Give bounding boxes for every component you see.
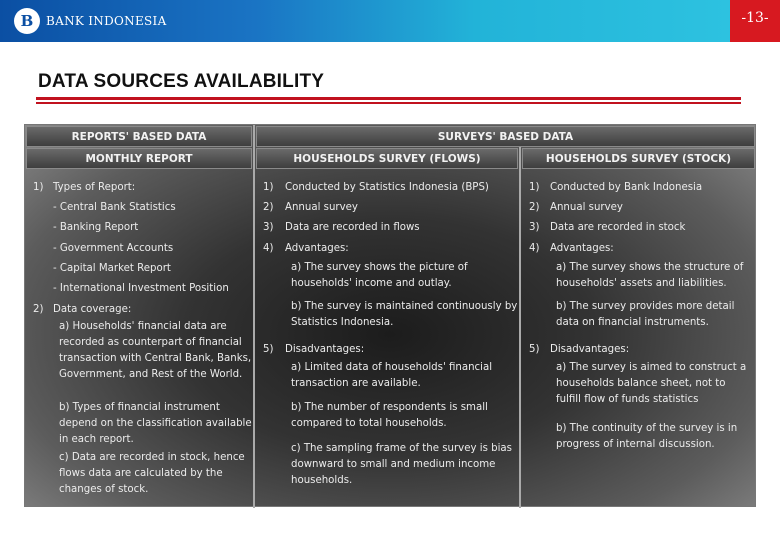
flows-dis-line: a) Limited data of households' financial xyxy=(291,362,493,373)
item-number: 4) xyxy=(529,243,540,254)
reports-header: REPORTS' BASED DATA xyxy=(26,126,252,147)
stock-adv-line: b) The survey provides more detail xyxy=(556,301,735,312)
item-number: 5) xyxy=(529,344,540,355)
brand-name: BANK INDONESIA xyxy=(46,14,167,28)
report-item: - International Investment Position xyxy=(53,283,229,294)
coverage-b-line: depend on the classification available xyxy=(59,418,252,429)
item-number: 2) xyxy=(529,202,540,213)
stock-dis-line: fulfill flow of funds statistics xyxy=(556,394,699,405)
flows-survey-header: HOUSEHOLDS SURVEY (FLOWS) xyxy=(256,148,518,169)
item-number: 3) xyxy=(529,222,540,233)
item-number: 2) xyxy=(263,202,274,213)
flows-adv-line: b) The survey is maintained continuously by xyxy=(291,301,518,312)
brand-logo xyxy=(14,8,167,34)
flows-item: Conducted by Statistics Indonesia (BPS) xyxy=(285,182,489,193)
stock-item: Annual survey xyxy=(550,202,623,213)
stock-adv-line: data on financial instruments. xyxy=(556,317,709,328)
item-number: 5) xyxy=(263,344,274,355)
stock-item: Data are recorded in stock xyxy=(550,222,686,233)
coverage-b-line: in each report. xyxy=(59,434,134,445)
data-coverage: Data coverage: xyxy=(53,304,132,315)
coverage-a-line: a) Households' financial data are xyxy=(59,321,227,332)
types-of-report: Types of Report: xyxy=(53,182,136,193)
report-item: - Capital Market Report xyxy=(53,263,171,274)
stock-dis-line: progress of internal discussion. xyxy=(556,439,715,450)
coverage-a-line: Government, and Rest of the World. xyxy=(59,369,243,380)
coverage-b-line: b) Types of financial instrument xyxy=(59,402,220,413)
stock-item: Conducted by Bank Indonesia xyxy=(550,182,703,193)
item-number: 1) xyxy=(33,182,44,193)
stock-dis-line: b) The continuity of the survey is in xyxy=(556,423,738,434)
coverage-a-line: recorded as counterpart of financial xyxy=(59,337,242,348)
surveys-header: SURVEYS' BASED DATA xyxy=(256,126,755,147)
page-title: DATA SOURCES AVAILABILITY xyxy=(38,71,325,92)
stock-item: Disadvantages: xyxy=(550,344,630,355)
stock-adv-line: households' assets and liabilities. xyxy=(556,278,727,289)
flows-dis-line: households. xyxy=(291,475,353,486)
flows-dis-line: compared to total households. xyxy=(291,418,447,429)
stock-item: Advantages: xyxy=(550,243,614,254)
coverage-c-line: flows data are calculated by the xyxy=(59,468,223,479)
header-bar xyxy=(0,0,730,42)
flows-item: Data are recorded in flows xyxy=(285,222,420,233)
flows-adv-line: households' income and outlay. xyxy=(291,278,452,289)
coverage-c-line: changes of stock. xyxy=(59,484,149,495)
flows-adv-line: a) The survey shows the picture of xyxy=(291,262,468,273)
stock-dis-line: households balance sheet, not to xyxy=(556,378,726,389)
item-number: 3) xyxy=(263,222,274,233)
item-number: 4) xyxy=(263,243,274,254)
flows-item: Annual survey xyxy=(285,202,358,213)
flows-item: Disadvantages: xyxy=(285,344,365,355)
stock-survey-header: HOUSEHOLDS SURVEY (STOCK) xyxy=(522,148,755,169)
stock-adv-line: a) The survey shows the structure of xyxy=(556,262,744,273)
page-number: -13- xyxy=(730,0,780,42)
title-rule-thin xyxy=(36,102,741,104)
coverage-c-line: c) Data are recorded in stock, hence xyxy=(59,452,245,463)
item-number: 2) xyxy=(33,304,44,315)
item-number: 1) xyxy=(263,182,274,193)
flows-dis-line: transaction are available. xyxy=(291,378,421,389)
flows-dis-line: b) The number of respondents is small xyxy=(291,402,488,413)
report-item: - Banking Report xyxy=(53,222,139,233)
data-sources-table xyxy=(24,124,756,507)
coverage-a-line: transaction with Central Bank, Banks, xyxy=(59,353,252,364)
report-item: - Government Accounts xyxy=(53,243,174,254)
monthly-report-header: MONTHLY REPORT xyxy=(26,148,252,169)
flows-item: Advantages: xyxy=(285,243,349,254)
title-rule xyxy=(36,97,741,100)
flows-dis-line: c) The sampling frame of the survey is bias xyxy=(291,443,512,454)
item-number: 1) xyxy=(529,182,540,193)
stock-dis-line: a) The survey is aimed to construct a xyxy=(556,362,747,373)
bank-logo-icon: B xyxy=(14,8,40,34)
column-divider xyxy=(253,125,255,508)
report-item: - Central Bank Statistics xyxy=(53,202,176,213)
flows-dis-line: downward to small and medium income xyxy=(291,459,496,470)
column-divider xyxy=(519,147,521,508)
flows-adv-line: Statistics Indonesia. xyxy=(291,317,394,328)
